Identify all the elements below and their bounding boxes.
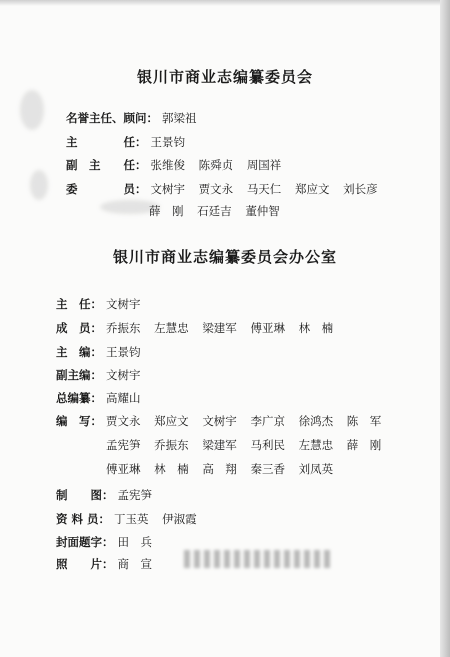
office-row-writers (56, 413, 391, 429)
office-row-photography (56, 556, 162, 572)
member-name: 秦三香 (250, 462, 285, 476)
role-label: 成 员： (56, 321, 102, 335)
role-label: 委 员： (66, 182, 147, 196)
member-name: 郭梁祖 (162, 111, 197, 125)
member-name: 马利民 (250, 438, 285, 452)
role-label: 制 图： (56, 488, 114, 502)
office-row-cartography (56, 487, 162, 503)
member-name: 王景钧 (106, 345, 141, 359)
member-name: 陈舜贞 (198, 158, 234, 172)
committee-title: 银川市商业志编纂委员会 (136, 68, 313, 86)
member-name: 商 宣 (117, 557, 152, 571)
member-name: 丁玉英 (114, 512, 149, 526)
member-name: 马天仁 (246, 182, 282, 196)
role-label: 主 编： (56, 345, 102, 359)
role-label: 资 料 员： (56, 512, 111, 526)
member-name: 高耀山 (106, 391, 141, 405)
member-name: 孟宪笋 (106, 438, 141, 452)
member-name: 孟宪笋 (117, 488, 152, 502)
member-name: 郑应文 (294, 182, 330, 196)
committee-row-deputy (66, 157, 291, 173)
member-name: 田 兵 (117, 535, 152, 549)
office-row-cover-calligraphy (56, 534, 162, 550)
member-name: 傅亚琳 (106, 462, 141, 476)
role-label: 照 片： (56, 557, 114, 571)
member-name: 伊淑霞 (162, 512, 197, 526)
role-label: 总编纂： (56, 391, 102, 405)
member-name: 董仲智 (245, 204, 280, 218)
scan-edge-right (440, 0, 450, 657)
role-label: 名誉主任、顾问： (66, 111, 158, 125)
member-name: 乔振东 (106, 321, 141, 335)
member-name: 文树宇 (150, 182, 185, 196)
committee-row-members-cont (149, 203, 290, 219)
office-row-general-compiler (56, 390, 151, 406)
office-row-writers-cont (106, 437, 391, 453)
member-name: 梁建军 (202, 438, 237, 452)
member-name: 周国祥 (246, 158, 282, 172)
member-name: 左慧忠 (298, 438, 334, 452)
member-name: 郑应文 (154, 414, 189, 428)
member-name: 文树宇 (202, 414, 237, 428)
member-name: 林 楠 (298, 321, 334, 335)
member-name: 刘凤英 (298, 462, 334, 476)
office-title: 银川市商业志编纂委员会办公室 (112, 248, 337, 266)
role-label: 封面题字： (56, 535, 114, 549)
member-name: 薛 刚 (346, 438, 382, 452)
member-name: 乔振东 (154, 438, 189, 452)
member-name: 石廷吉 (197, 204, 232, 218)
member-name: 徐鸿杰 (298, 414, 334, 428)
role-label: 编 写： (56, 414, 102, 428)
member-name: 陈 军 (346, 414, 382, 428)
office-row-archivist (56, 511, 207, 527)
member-name: 贾文永 (198, 182, 234, 196)
member-name: 王景钧 (150, 135, 185, 149)
office-row-chief-editor (56, 344, 151, 360)
member-name: 傅亚琳 (250, 321, 285, 335)
scan-edge-top (0, 0, 450, 6)
scan-smudge (20, 90, 44, 130)
member-name: 李广京 (250, 414, 285, 428)
role-label: 副主编： (56, 368, 102, 382)
member-name: 张维俊 (150, 158, 185, 172)
member-name: 文树宇 (106, 368, 141, 382)
office-row-director (56, 296, 151, 312)
committee-row-members (66, 181, 388, 197)
committee-row-director (66, 134, 195, 150)
member-name: 刘长彦 (343, 182, 378, 196)
scan-blur-artifact (184, 550, 334, 568)
office-row-deputy-editor (56, 367, 151, 383)
member-name: 梁建军 (202, 321, 237, 335)
member-name: 薛 刚 (149, 204, 184, 218)
member-name: 高 翔 (202, 462, 237, 476)
member-name: 左慧忠 (154, 321, 189, 335)
office-row-members (56, 320, 343, 336)
committee-row-honorary (66, 110, 207, 126)
member-name: 贾文永 (106, 414, 141, 428)
role-label: 主 任： (56, 297, 102, 311)
member-name: 文树宇 (106, 297, 141, 311)
scan-smudge (30, 170, 48, 200)
member-name: 林 楠 (154, 462, 189, 476)
office-row-writers-cont2 (106, 461, 343, 477)
role-label: 副 主 任： (66, 158, 147, 172)
role-label: 主 任： (66, 135, 147, 149)
